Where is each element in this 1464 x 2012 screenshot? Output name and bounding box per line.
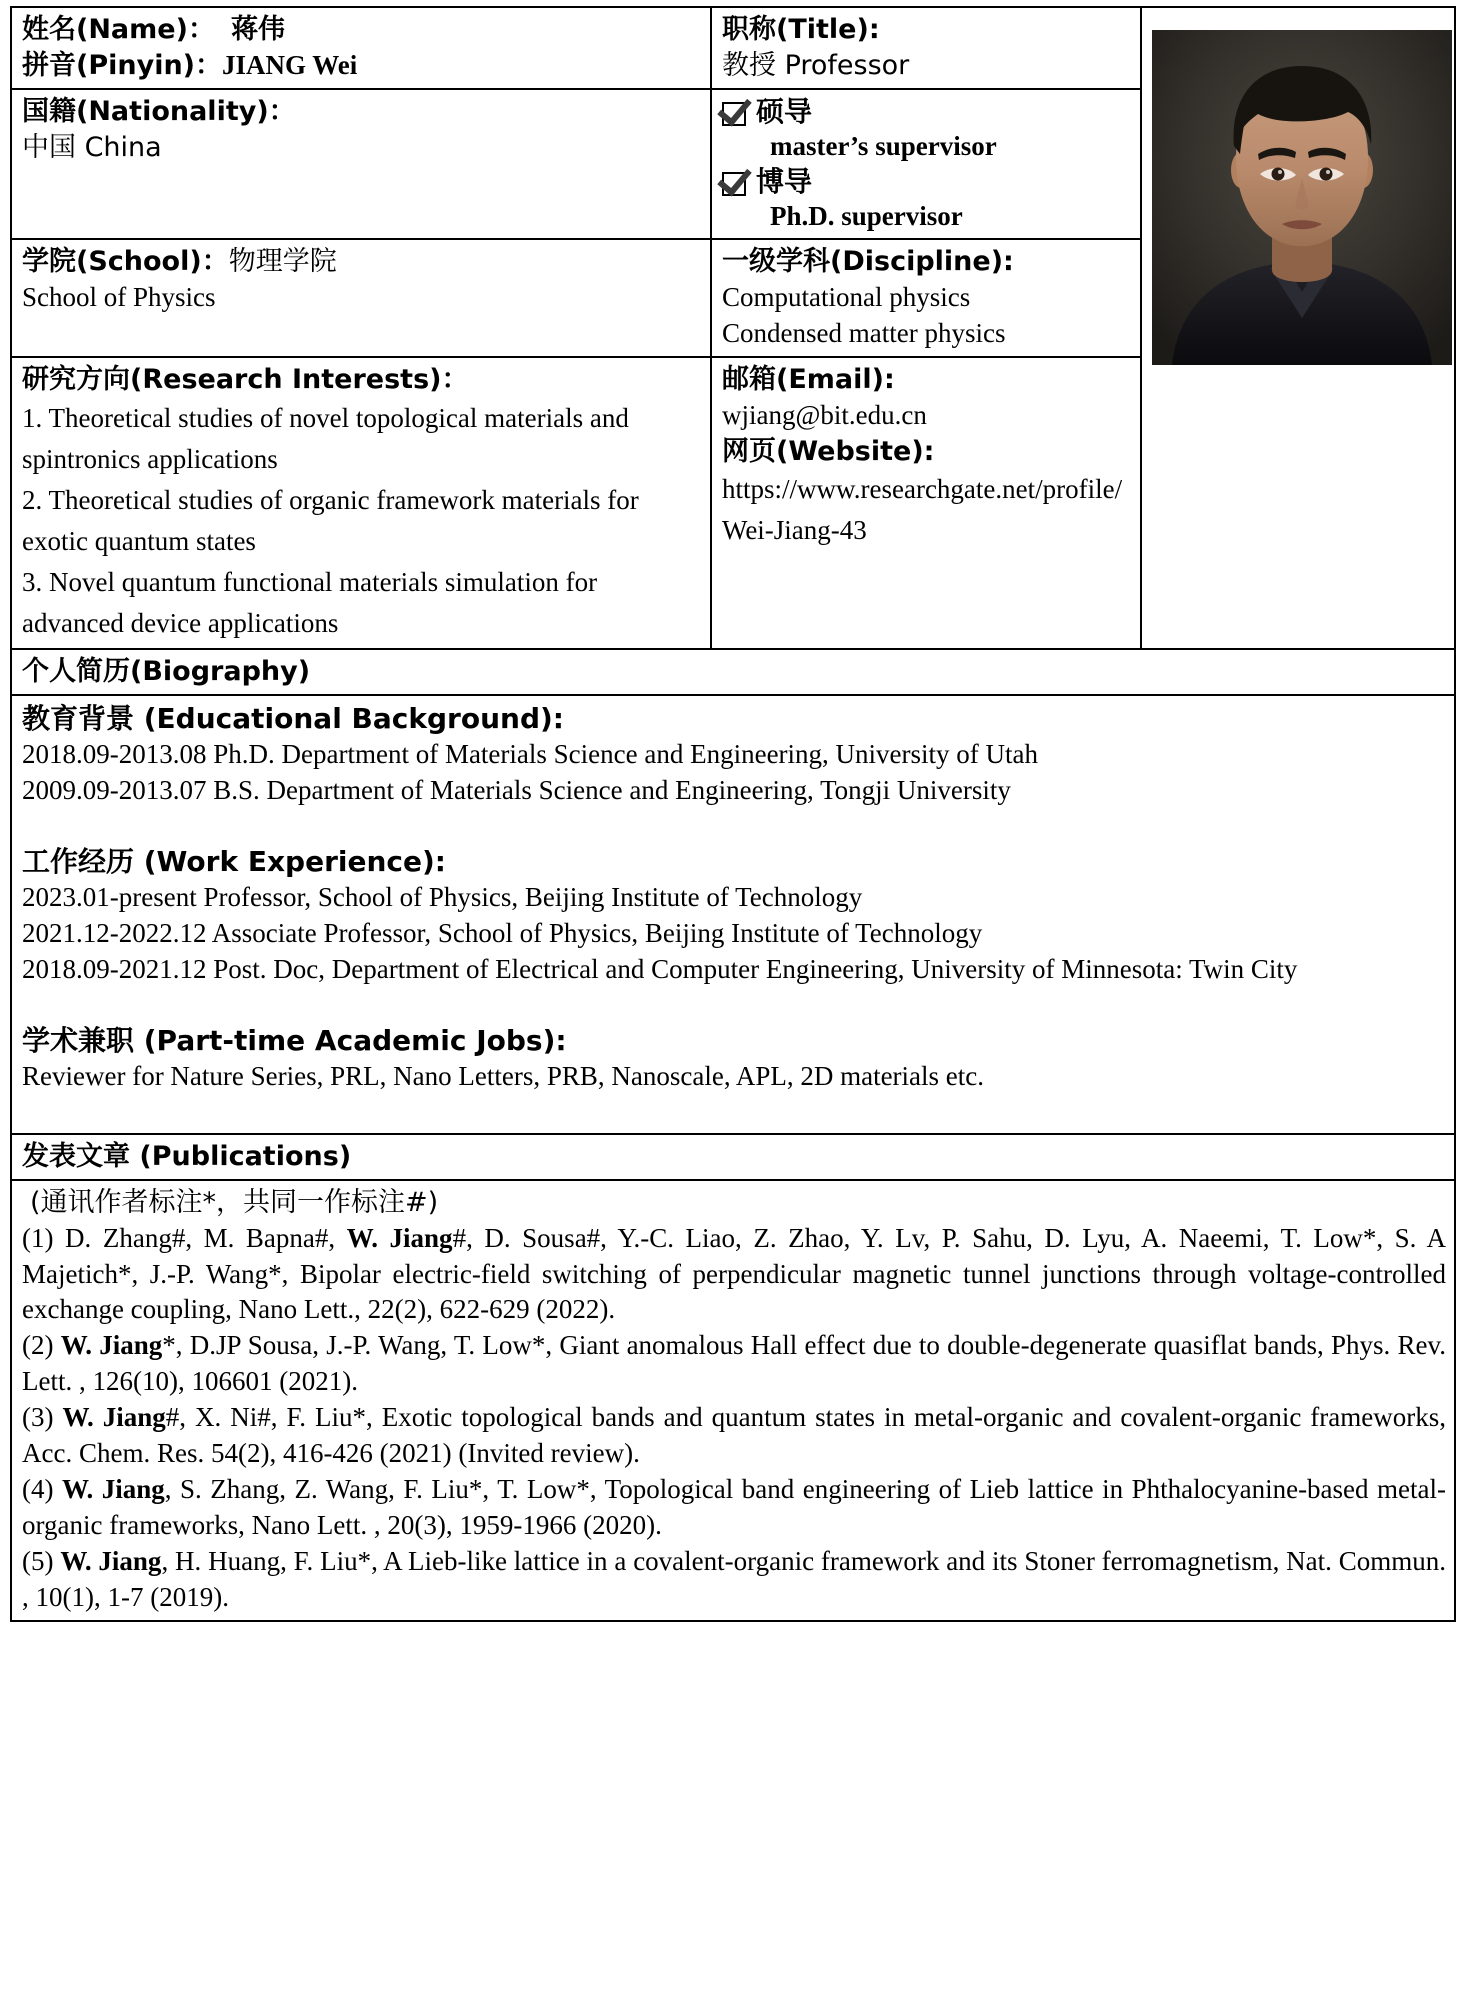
name-cell	[11, 7, 711, 89]
research-interests-cell	[11, 357, 711, 649]
supervisor-cell	[711, 89, 1141, 239]
publications-body	[11, 1180, 1455, 1621]
email-value[interactable]: wjiang@bit.edu.cn	[722, 399, 927, 430]
table-row-publications-heading	[11, 1134, 1455, 1180]
publication-suffix: , S. Zhang, Z. Wang, F. Liu*, T. Low*, Topological band engineering of Lieb lattice in Phthalocyanine-based metal-organic frameworks, Nano Lett. , 20(3), 1959-1966 (2020).	[22, 1474, 1446, 1540]
publication-item	[22, 1544, 1446, 1616]
checked-checkbox-icon[interactable]	[722, 172, 746, 196]
spacer	[22, 988, 1446, 1022]
publication-author-highlight: W. Jiang	[61, 1474, 165, 1505]
publication-suffix: #, D. Sousa#, Y.-C. Liao, Z. Zhao, Y. Lv, P. Sahu, D. Lyu, A. Naeemi, T. Low*, S. A Majetich*, J.-P. Wang*, Bipolar electric-field switching of perpendicular magnetic tunnel junctions through voltage-controlled exchange coupling, Nano Lett., 22(2), 622-629 (2022).	[22, 1222, 1446, 1325]
discipline-label: 一级学科(Discipline):	[722, 246, 1014, 277]
title-value: 教授 Professor	[722, 49, 910, 81]
photo-cell	[1141, 7, 1455, 649]
work-experience-heading: 工作经历 (Work Experience):	[22, 844, 446, 878]
school-value-en: School of Physics	[22, 281, 216, 312]
cv-table	[10, 6, 1456, 1622]
school-label: 学院(School)：	[22, 246, 229, 277]
nationality-cell	[11, 89, 711, 239]
checked-checkbox-icon[interactable]	[722, 102, 746, 126]
parttime-heading: 学术兼职 (Part-time Academic Jobs):	[22, 1023, 567, 1057]
master-supervisor-checkbox-row[interactable]	[722, 94, 1132, 129]
nationality-value: 中国 China	[22, 131, 162, 163]
phd-supervisor-label-cn: 博导	[756, 164, 813, 198]
nationality-label: 国籍(Nationality)：	[22, 95, 296, 127]
research-interest-item: 3. Novel quantum functional materials simulation for advanced device applications	[22, 566, 598, 638]
work-item: 2023.01-present Professor, School of Physics, Beijing Institute of Technology	[22, 882, 863, 912]
phd-supervisor-checkbox-row[interactable]	[722, 164, 1132, 199]
discipline-value-1: Computational physics	[722, 281, 971, 312]
spacer	[22, 809, 1446, 843]
publications-note: (通讯作者标注*，共同一作标注#)	[30, 1186, 439, 1218]
research-interest-item: 1. Theoretical studies of novel topological materials and spintronics applications	[22, 402, 629, 474]
publication-prefix: (1) D. Zhang#, M. Bapna#,	[22, 1222, 347, 1253]
education-heading: 教育背景 (Educational Background):	[22, 701, 564, 735]
email-label: 邮箱(Email):	[722, 363, 895, 395]
name-label: 姓名(Name)：	[22, 14, 215, 45]
publication-prefix: (4)	[22, 1474, 62, 1505]
spacer	[22, 1095, 1446, 1129]
work-item: 2018.09-2021.12 Post. Doc, Department of Electrical and Computer Engineering, University of Minnesota: Twin City	[22, 953, 1298, 984]
publication-item	[22, 1221, 1446, 1329]
website-label: 网页(Website):	[722, 435, 935, 467]
publication-suffix: , H. Huang, F. Liu*, A Lieb-like lattice in a covalent-organic framework and its Stoner ferromagnetism, Nat. Commun. , 10(1), 1-7 (2019).	[22, 1545, 1447, 1612]
pinyin-value: JIANG Wei	[222, 49, 358, 80]
title-label: 职称(Title):	[722, 14, 880, 45]
discipline-cell	[711, 239, 1141, 357]
research-interests-label: 研究方向(Research Interests)：	[22, 363, 469, 395]
master-supervisor-label-en: master’s supervisor	[770, 130, 997, 161]
school-cell	[11, 239, 711, 357]
biography-body	[11, 695, 1455, 1134]
publication-author-highlight: W. Jiang	[60, 1545, 162, 1576]
name-value: 蒋伟	[230, 14, 285, 45]
publication-prefix: (2)	[22, 1330, 61, 1361]
publication-author-highlight: W. Jiang	[60, 1330, 163, 1361]
master-supervisor-label-cn: 硕导	[756, 94, 813, 128]
biography-heading: 个人简历(Biography)	[11, 649, 1455, 695]
education-item: 2009.09-2013.07 B.S. Department of Materials Science and Engineering, Tongji University	[22, 774, 1011, 805]
table-row-biography-heading	[11, 649, 1455, 695]
publication-prefix: (5)	[22, 1545, 61, 1576]
parttime-item: Reviewer for Nature Series, PRL, Nano Letters, PRB, Nanoscale, APL, 2D materials etc.	[22, 1060, 985, 1091]
contact-cell	[711, 357, 1141, 649]
discipline-value-2: Condensed matter physics	[722, 317, 1006, 348]
phd-supervisor-label-en: Ph.D. supervisor	[770, 200, 963, 231]
education-item: 2018.09-2013.08 Ph.D. Department of Materials Science and Engineering, University of Utah	[22, 738, 1039, 769]
work-item: 2021.12-2022.12 Associate Professor, School of Physics, Beijing Institute of Technology	[22, 917, 983, 948]
publications-heading: 发表文章 (Publications)	[11, 1134, 1455, 1180]
portrait-image	[1152, 30, 1452, 365]
publication-author-highlight: W. Jiang	[62, 1402, 166, 1433]
website-value[interactable]: https://www.researchgate.net/profile/Wei-Jiang-43	[722, 474, 1123, 545]
title-cell	[711, 7, 1141, 89]
publication-item	[22, 1472, 1446, 1544]
publication-author-highlight: W. Jiang	[346, 1222, 453, 1253]
table-row-biography-body	[11, 695, 1455, 1134]
publication-suffix: #, X. Ni#, F. Liu*, Exotic topological bands and quantum states in metal-organic and covalent-organic frameworks, Acc. Chem. Res. 54(2), 416-426 (2021) (Invited review).	[22, 1402, 1446, 1469]
pinyin-label: 拼音(Pinyin)：	[22, 49, 223, 81]
table-row-name	[11, 7, 1455, 89]
publication-item	[22, 1400, 1446, 1472]
school-value-cn: 物理学院	[228, 246, 337, 277]
portrait-photo	[1152, 30, 1452, 365]
research-interest-item: 2. Theoretical studies of organic framework materials for exotic quantum states	[22, 484, 639, 556]
table-row-publications-body	[11, 1180, 1455, 1621]
publication-suffix: *, D.JP Sousa, J.-P. Wang, T. Low*, Giant anomalous Hall effect due to double-degenerate quasiflat bands, Phys. Rev. Lett. , 126(10), 106601 (2021).	[22, 1330, 1447, 1397]
publication-prefix: (3)	[22, 1402, 63, 1433]
publication-item	[22, 1328, 1446, 1400]
